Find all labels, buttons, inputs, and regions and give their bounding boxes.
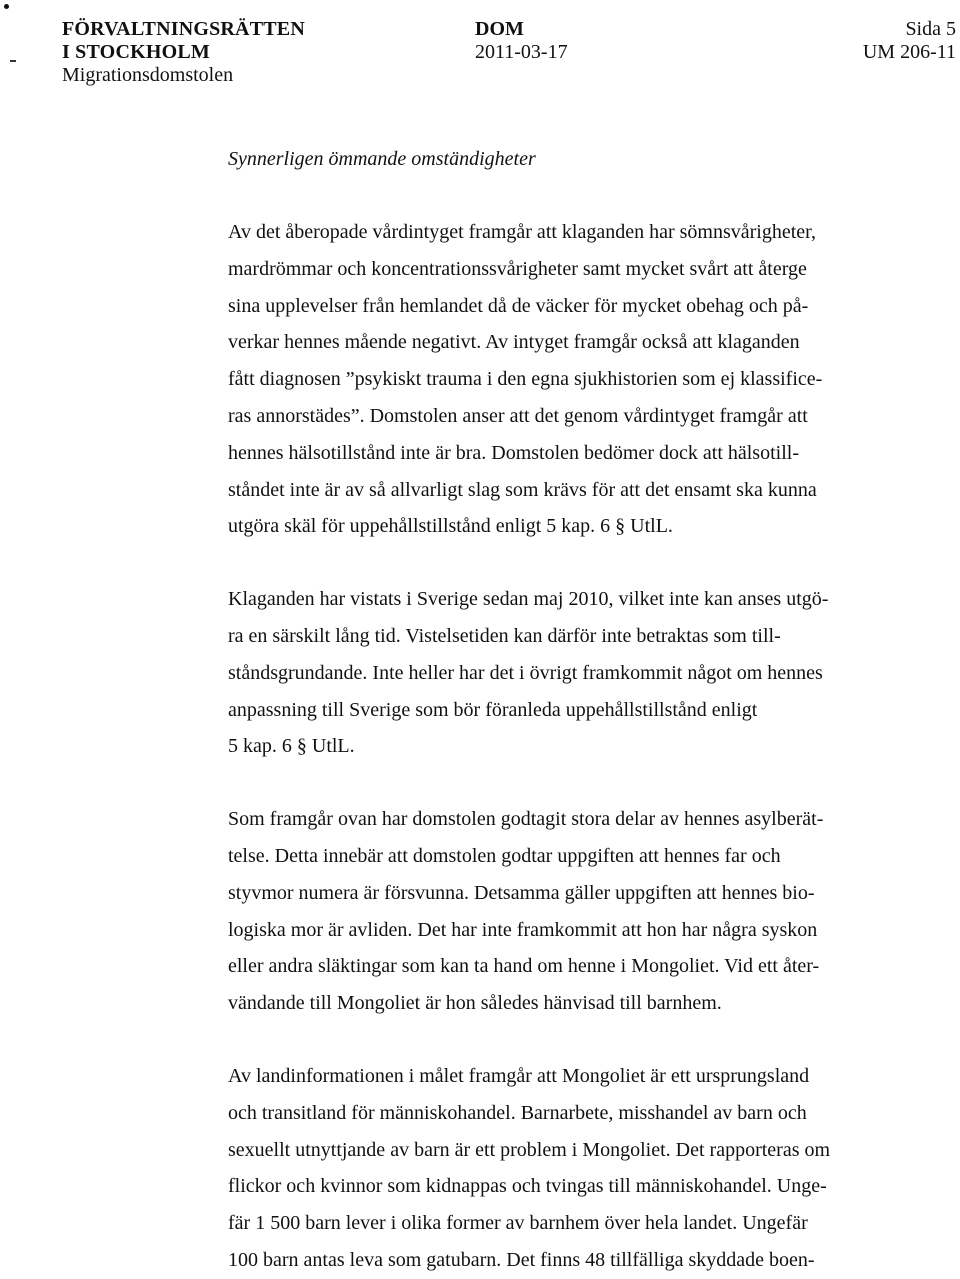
text-line: hennes hälsotillstånd inte är bra. Domstolen bedömer dock att hälsotill- — [228, 441, 799, 464]
text-line: sina upplevelser från hemlandet då de väcker för mycket obehag och på- — [228, 294, 809, 317]
section-heading: Synnerligen ömmande omständigheter — [228, 148, 536, 170]
text-line: mardrömmar och koncentrationssvårigheter samt mycket svårt att återge — [228, 257, 807, 280]
text-line: Som framgår ovan har domstolen godtagit stora delar av hennes asylberät- — [228, 808, 824, 831]
court-city: I STOCKHOLM — [62, 41, 210, 63]
document-date: 2011-03-17 — [475, 41, 568, 63]
text-line: 5 kap. 6 § UtlL. — [228, 735, 355, 758]
text-line: fär 1 500 barn lever i olika former av barnhem över hela landet. Ungefär — [228, 1212, 808, 1235]
text-line: telse. Detta innebär att domstolen godtar uppgiften att hennes far och — [228, 844, 781, 867]
text-line: vändande till Mongoliet är hon således hänvisad till barnhem. — [228, 992, 722, 1015]
court-division: Migrationsdomstolen — [62, 64, 234, 86]
text-line: utgöra skäl för uppehållstillstånd enligt 5 kap. 6 § UtlL. — [228, 515, 673, 538]
text-line: ra en särskilt lång tid. Vistelsetiden kan därför inte betraktas som till- — [228, 624, 781, 647]
text-line: ståndsgrundande. Inte heller har det i övrigt framkommit något om hennes — [228, 661, 823, 684]
text-line: verkar hennes mående negativt. Av intyget framgår också att klaganden — [228, 331, 800, 354]
text-line: Av landinformationen i målet framgår att Mongoliet är ett ursprungsland — [228, 1064, 810, 1087]
text-line: Klaganden har vistats i Sverige sedan maj 2010, vilket inte kan anses utgö- — [228, 588, 829, 611]
text-line: logiska mor är avliden. Det har inte framkommit att hon har några syskon — [228, 918, 818, 941]
court-name: FÖRVALTNINGSRÄTTEN — [62, 18, 305, 40]
case-number: UM 206-11 — [862, 41, 956, 63]
paragraph — [228, 581, 883, 765]
text-line: ståndet inte är av så allvarligt slag som krävs för att det ensamt ska kunna — [228, 478, 817, 501]
text-line: 100 barn antas leva som gatubarn. Det finns 48 tillfälliga skyddade boen- — [228, 1248, 815, 1271]
paragraph — [228, 214, 883, 545]
document-header — [475, 18, 568, 64]
scan-speck — [4, 4, 9, 9]
text-line: styvmor numera är försvunna. Detsamma gäller uppgiften att hennes bio- — [228, 881, 815, 904]
document-body — [228, 214, 883, 1279]
paragraph — [228, 801, 883, 1022]
text-line: ras annorstädes”. Domstolen anser att det genom vårdintyget framgår att — [228, 404, 808, 427]
text-line: eller andra släktingar som kan ta hand om henne i Mongoliet. Vid ett åter- — [228, 955, 820, 978]
text-line: sexuellt utnyttjande av barn är ett problem i Mongoliet. Det rapporteras om — [228, 1138, 831, 1161]
paragraph — [228, 1058, 883, 1279]
text-line: och transitland för människohandel. Barnarbete, misshandel av barn och — [228, 1101, 807, 1124]
page-reference — [863, 18, 956, 64]
page-number: Sida 5 — [905, 18, 956, 40]
text-line: anpassning till Sverige som bör föranleda uppehållstillstånd enligt — [228, 698, 758, 721]
text-line: fått diagnosen ”psykiskt trauma i den egna sjukhistorien som ej klassifice- — [228, 368, 823, 391]
scan-dash — [10, 60, 16, 62]
text-line: flickor och kvinnor som kidnappas och tvingas till människohandel. Unge- — [228, 1175, 827, 1198]
document-type: DOM — [475, 18, 524, 40]
court-header — [62, 18, 305, 87]
text-line: Av det åberopade vårdintyget framgår att klaganden har sömnsvårigheter, — [228, 221, 817, 243]
